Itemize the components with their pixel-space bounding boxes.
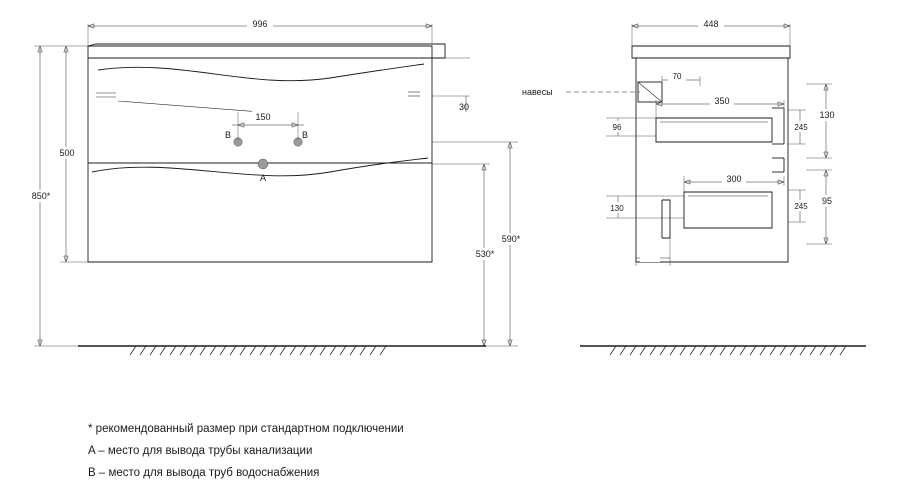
floor-hatch-front [130,346,386,355]
dim-drawer-bottom-total: 95 [821,196,833,206]
legend-line-1: * рекомендованный размер при стандартном подключении [88,423,404,435]
front-view [29,18,523,355]
side-view [522,18,866,355]
marker-water-left: B [224,130,232,140]
floor-hatch-side [610,346,846,355]
dim-water-spacing: 150 [255,112,271,122]
marker-drain: A [259,173,267,183]
dim-drawer-bottom-depth: 300 [726,174,742,184]
marker-water-right: B [301,130,309,140]
lower-drawer-box [684,192,772,228]
dim-drawer-bottom-front: 130 [610,204,624,213]
dim-drawer-top-height: 245 [794,123,808,132]
dim-depth-total: 448 [703,19,719,29]
legend-line-2: A – место для вывода трубы канализации [88,445,313,457]
dim-hang-offset: 70 [672,72,682,81]
marker-drain-dot [258,159,268,169]
legend-line-3: B – место для вывода труб водоснабжения [88,467,320,479]
dim-height-water: 530* [475,249,495,259]
dim-offset-top: 30 [459,102,470,112]
basin-top [88,44,445,58]
dim-height-total: 850* [31,191,51,201]
dim-height-drain: 590* [501,234,521,244]
dim-drawer-top-total: 130 [819,110,835,120]
dim-width-total: 996 [252,19,268,29]
dim-height-body: 500 [59,148,75,158]
dim-drawer-bottom-height: 245 [794,202,808,211]
dim-drawer-top-front: 96 [612,123,622,132]
upper-drawer-box [656,118,772,142]
side-top-slab [632,46,790,58]
hanger-callout-label: навеcы [522,87,553,97]
dim-drawer-top-depth: 350 [714,96,730,106]
legend [88,418,608,484]
